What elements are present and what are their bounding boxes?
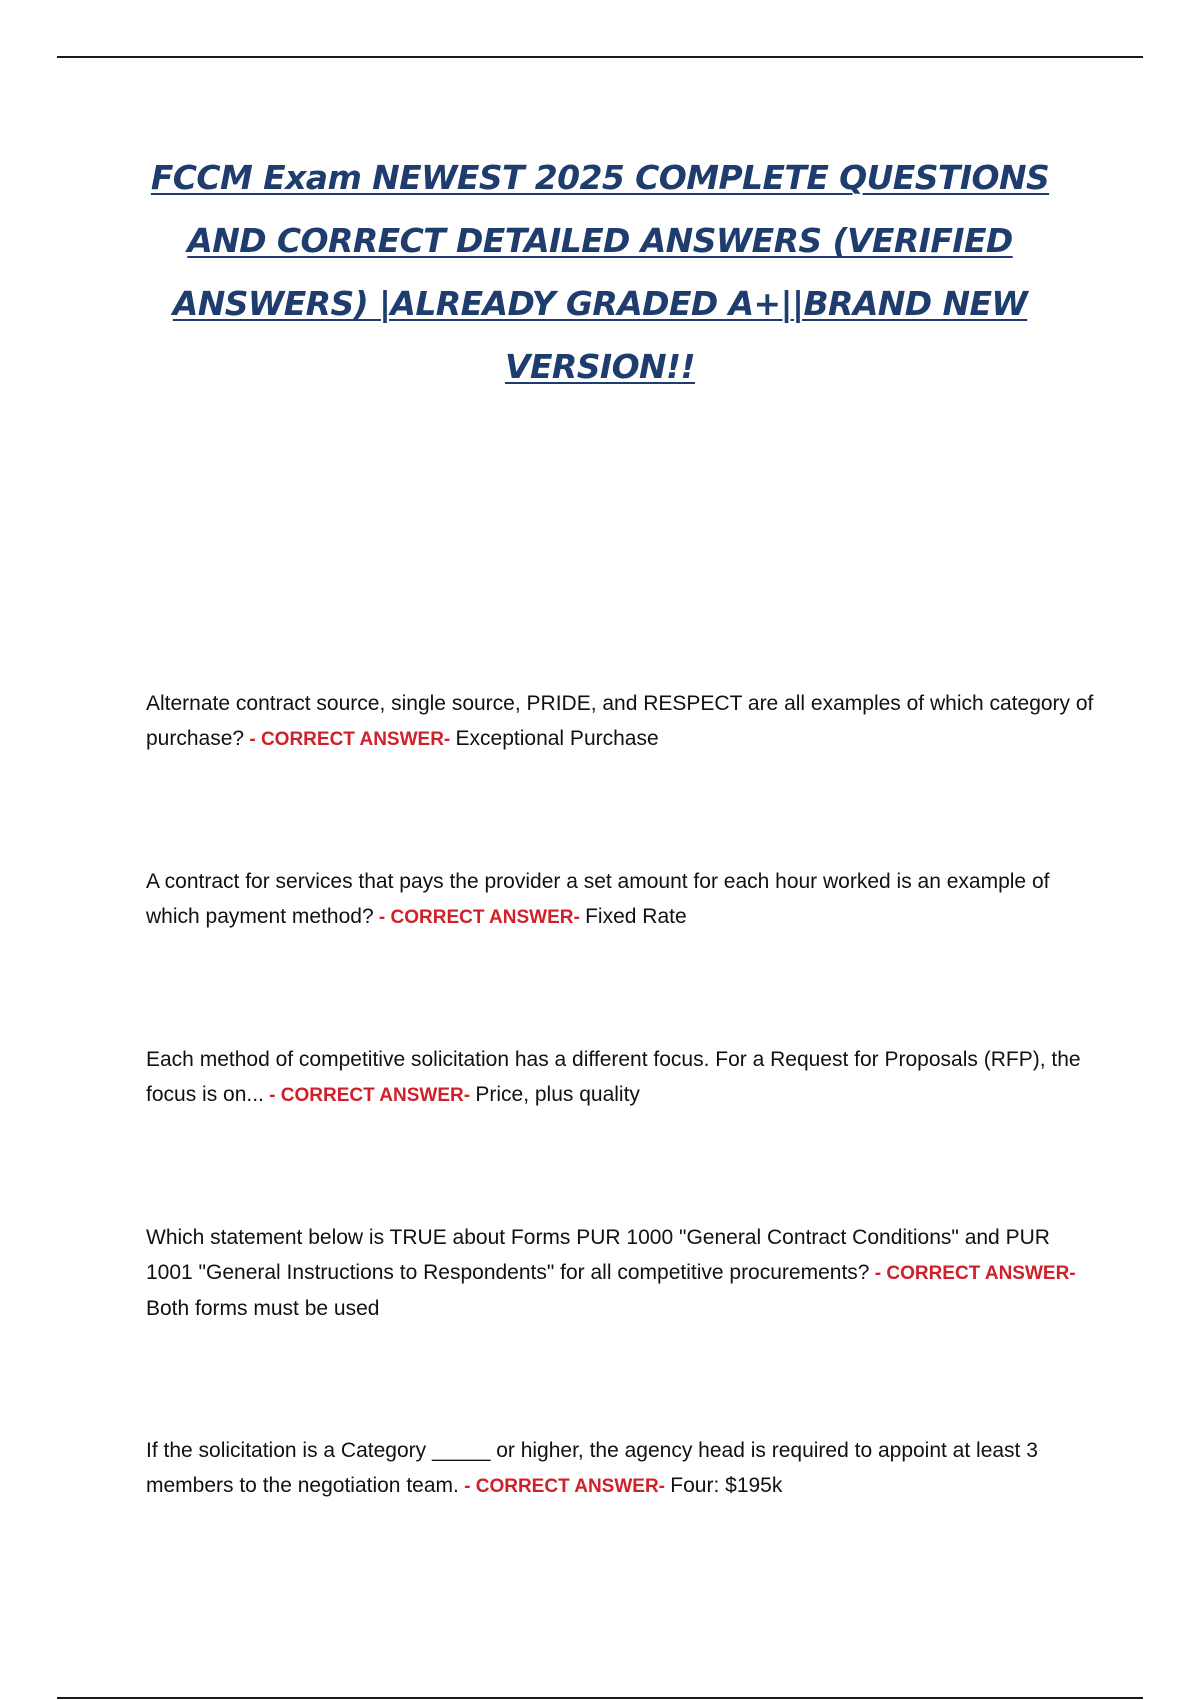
question-text: Alternate contract source, single source, PRIDE, and RESPECT are all examples of which category of purchase? [146,692,1094,750]
correct-answer-label: - CORRECT ANSWER- [869,1263,1076,1284]
document-title: FCCM Exam NEWEST 2025 COMPLETE QUESTIONS AND CORRECT DETAILED ANSWERS (VERIFIED ANSWERS) |ALREADY GRADED A+||BRAND NEW VERSION!! [150,158,1050,386]
correct-answer-label: - CORRECT ANSWER- [373,907,586,928]
qa-item [146,1042,1096,1113]
question-text: A contract for services that pays the provider a set amount for each hour worked is an example of which payment method? [146,870,1050,928]
answer-text: Price, plus quality [475,1083,640,1106]
correct-answer-label: - CORRECT ANSWER- [244,729,456,750]
qa-item [146,1433,1096,1504]
qa-item [146,1220,1096,1326]
qa-item [146,686,1096,757]
answer-text: Exceptional Purchase [455,727,659,750]
qa-list [146,686,1096,1611]
correct-answer-label: - CORRECT ANSWER- [458,1476,671,1497]
bottom-divider [57,1697,1143,1699]
top-divider [57,56,1143,58]
question-text: Which statement below is TRUE about Forms PUR 1000 "General Contract Conditions" and PUR 1001 "General Instructions to Respondents" for all competitive procurements? [146,1226,1050,1284]
question-text: If the solicitation is a Category _____ or higher, the agency head is required to appoint at least 3 members to the negotiation team. [146,1439,1038,1497]
question-text: Each method of competitive solicitation has a different focus. For a Request for Proposals (RFP), the focus is on... [146,1048,1081,1106]
correct-answer-label: - CORRECT ANSWER- [263,1085,476,1106]
answer-text: Fixed Rate [585,905,687,928]
answer-text: Both forms must be used [146,1297,380,1320]
qa-item [146,864,1096,935]
answer-text: Four: $195k [670,1474,783,1497]
